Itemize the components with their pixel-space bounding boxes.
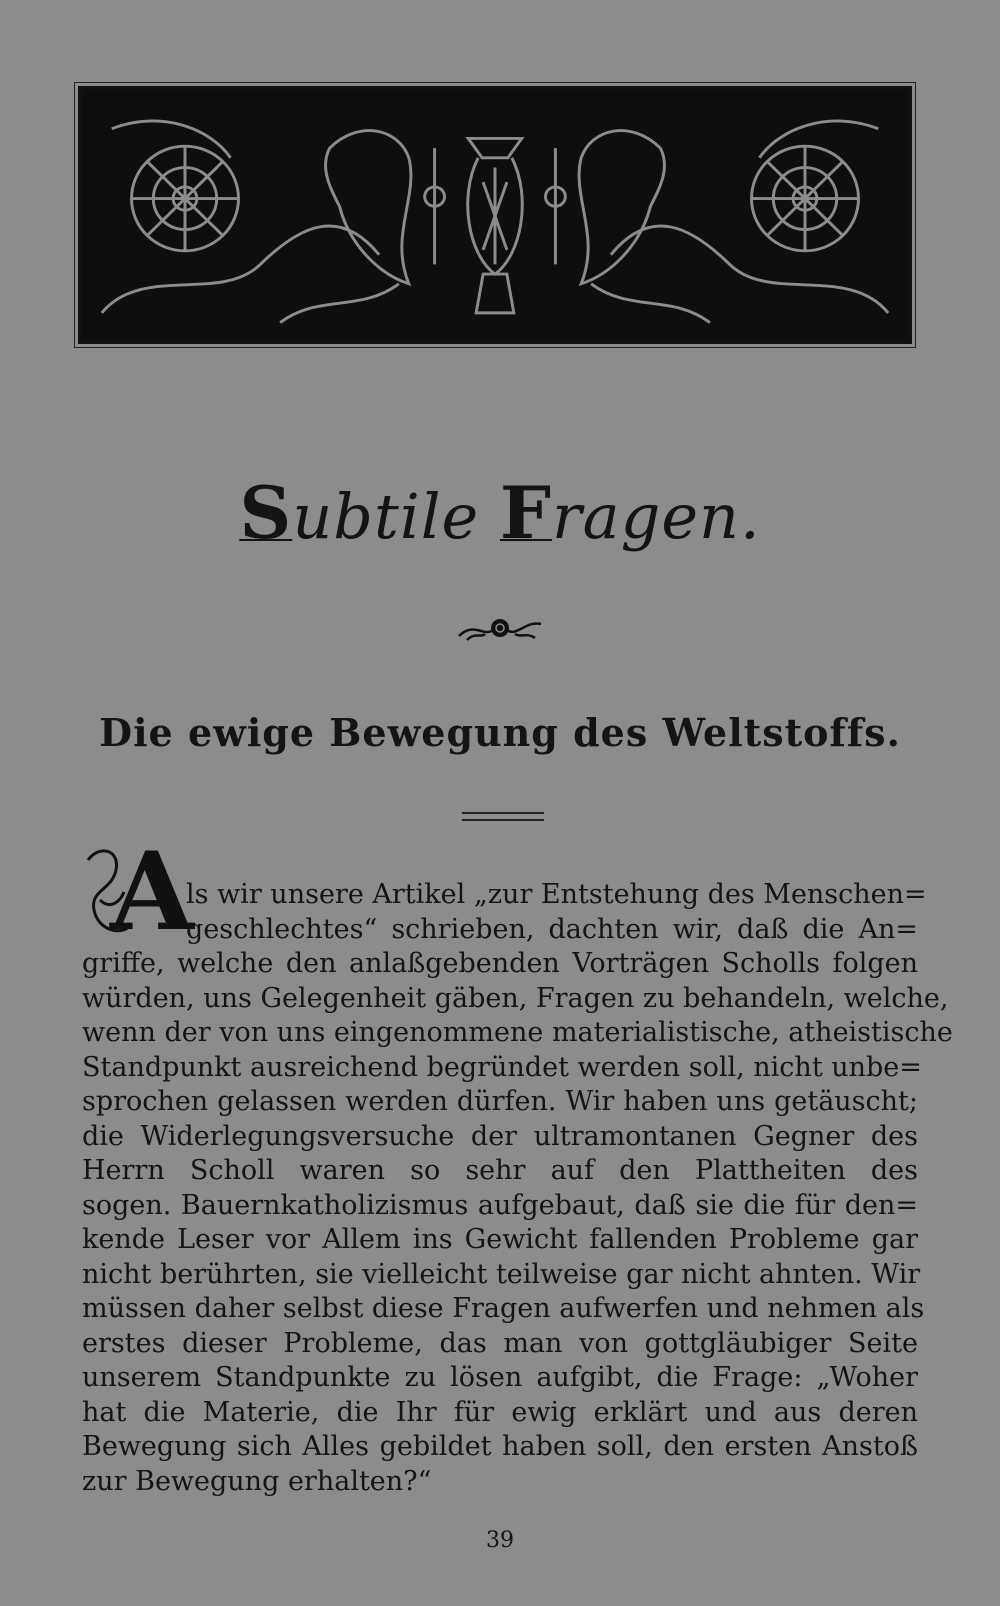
text-line: sprochen gelassen werden dürfen. Wir haben uns getäuscht; xyxy=(82,1086,918,1117)
text-line: wenn der von uns eingenommene materialistische, atheistische xyxy=(82,1017,953,1048)
text-line: geschlechtes“ schrieben, dachten wir, daß die An= xyxy=(186,913,918,945)
text-line: Herrn Scholl waren so sehr auf den Plattheiten des xyxy=(82,1155,918,1186)
text-line: nicht berührten, sie vielleicht teilweise gar nicht ahnten. Wir xyxy=(82,1258,921,1290)
text-line: unserem Standpunkte zu lösen aufgibt, die Frage: „Woher xyxy=(82,1362,918,1393)
section-heading: Die ewige Bewegung des Weltstoffs. xyxy=(99,710,901,755)
text-line: würden, uns Gelegenheit gäben, Fragen zu behandeln, welche, xyxy=(82,982,949,1014)
body-paragraph xyxy=(82,878,953,1499)
page-number: 39 xyxy=(486,1528,514,1553)
text-line: sogen. Bauernkatholizismus aufgebaut, daß sie die für den= xyxy=(82,1189,918,1221)
title-initial-1: S xyxy=(239,470,293,555)
text-line: kende Leser vor Allem ins Gewicht fallenden Probleme gar xyxy=(82,1224,918,1255)
title-rest-2: ragen. xyxy=(552,480,761,553)
text-line: müssen daher selbst diese Fragen aufwerfen und nehmen als xyxy=(82,1293,925,1324)
text-line: erstes dieser Probleme, das man von gottgläubiger Seite xyxy=(82,1327,918,1359)
title-rest-1: ubtile xyxy=(292,480,500,553)
drop-cap-letter: A xyxy=(110,829,194,955)
text-line: griffe, welche den anlaßgebenden Vorträgen Scholls folgen xyxy=(82,948,918,979)
text-line: ls wir unsere Artikel „zur Entstehung des Menschen= xyxy=(186,879,927,910)
page-title xyxy=(0,470,1000,555)
rose-flourish-icon xyxy=(455,610,545,646)
text-line: die Widerlegungsversuche der ultramontanen Gegner des xyxy=(82,1120,918,1152)
divider-rule xyxy=(462,812,544,826)
text-line: hat die Materie, die Ihr für ewig erklärt und aus deren xyxy=(82,1396,918,1428)
text-line: Standpunkt ausreichend begründet werden soll, nicht unbe= xyxy=(82,1051,922,1083)
text-line: zur Bewegung erhalten?“ xyxy=(82,1465,432,1497)
header-ornament xyxy=(78,86,912,344)
text-line: Bewegung sich Alles gebildet haben soll, den ersten Anstoß xyxy=(82,1431,918,1462)
ornament-illustration xyxy=(82,90,908,340)
title-initial-2: F xyxy=(499,470,553,555)
